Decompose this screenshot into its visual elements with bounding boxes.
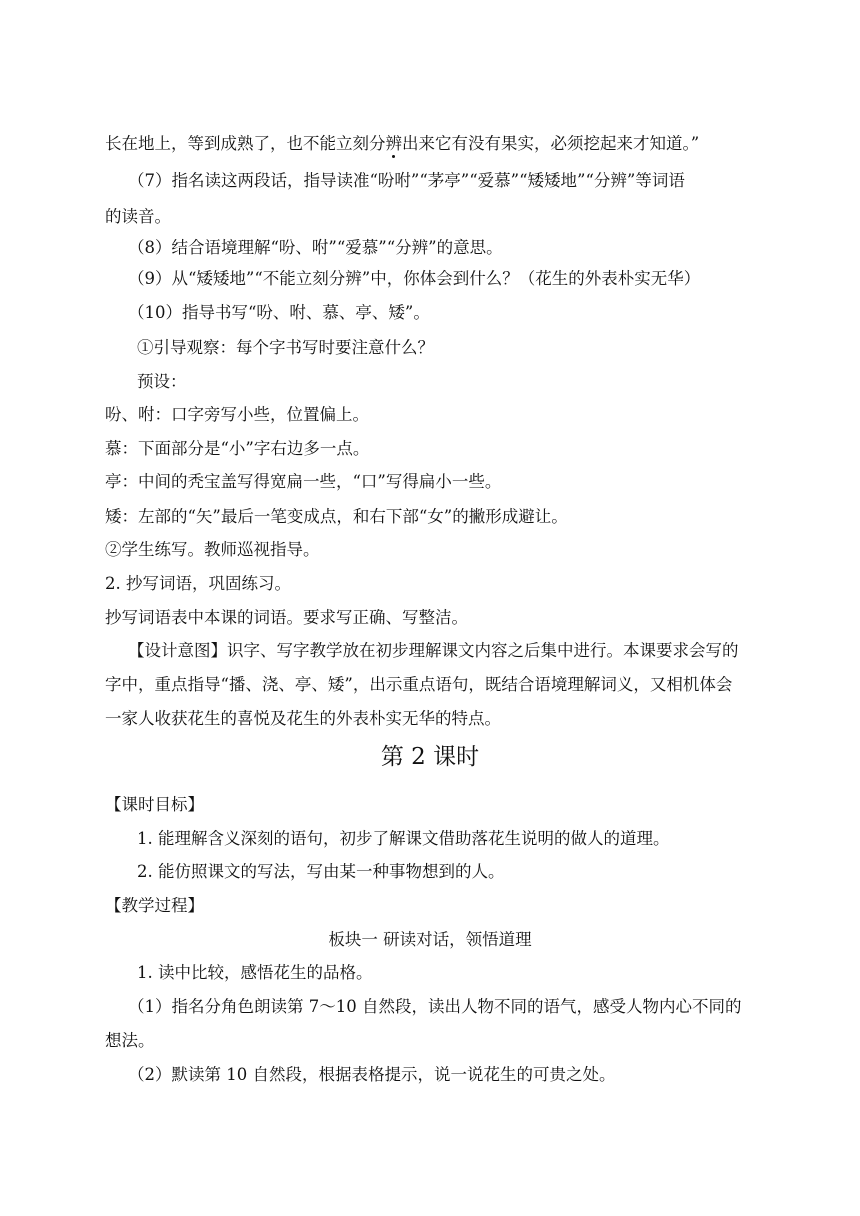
paragraph-line: 【设计意图】识字、写字教学放在初步理解课文内容之后集中进行。本课要求会写的 xyxy=(128,641,739,660)
paragraph-line: （8）结合语境理解“吩、咐”“爱慕”“分辨”的意思。 xyxy=(128,238,503,257)
emphasis-dot-char: 辨 xyxy=(385,134,402,153)
paragraph-line: （1）指名分角色朗读第 7～10 自然段，读出人物不同的语气，感受人物内心不同的 xyxy=(128,997,742,1016)
text-span: 出来它有没有果实，必须挖起来才知道。” xyxy=(402,134,700,153)
paragraph-line: 预设： xyxy=(137,372,187,391)
paragraph-line: 1. 读中比较，感悟花生的品格。 xyxy=(137,963,373,982)
paragraph-line: 2. 抄写词语，巩固练习。 xyxy=(105,574,291,593)
subsection-title: 板块一 研读对话，领悟道理 xyxy=(328,930,532,949)
paragraph-line: 慕：下面部分是“小”字右边多一点。 xyxy=(105,439,370,458)
paragraph-line: （9）从“矮矮地”“不能立刻分辨”中，你体会到什么？（花生的外表朴实无华） xyxy=(128,269,701,288)
paragraph-line: 1. 能理解含义深刻的语句，初步了解课文借助落花生说明的做人的道理。 xyxy=(137,829,670,848)
paragraph-line: 吩、咐：口字旁写小些，位置偏上。 xyxy=(105,405,369,424)
paragraph-line: 抄写词语表中本课的词语。要求写正确、写整洁。 xyxy=(105,608,468,627)
paragraph-line: 2. 能仿照课文的写法，写由某一种事物想到的人。 xyxy=(137,862,505,881)
paragraph-line: 想法。 xyxy=(105,1031,155,1050)
paragraph-line: （2）默读第 10 自然段，根据表格提示，说一说花生的可贵之处。 xyxy=(128,1065,616,1084)
paragraph-line: 矮：左部的“矢”最后一笔变成点，和右下部“女”的撇形成避让。 xyxy=(105,507,568,526)
paragraph-line: （7）指名读这两段话，指导读准“吩咐”“茅亭”“爱慕”“矮矮地”“分辨”等词语 xyxy=(128,171,685,190)
text-span: 长在地上，等到成熟了，也不能立刻分 xyxy=(105,134,386,153)
paragraph-line: 【教学过程】 xyxy=(105,896,204,915)
paragraph-line: 【课时目标】 xyxy=(105,795,204,814)
paragraph-line: ①引导观察：每个字书写时要注意什么？ xyxy=(137,338,434,357)
paragraph-line: 亭：中间的秃宝盖写得宽扁一些，“口”写得扁小一些。 xyxy=(105,472,502,491)
paragraph-line: 一家人收获花生的喜悦及花生的外表朴实无华的特点。 xyxy=(105,709,501,728)
paragraph-line: 字中，重点指导“播、浇、亭、矮”，出示重点语句，既结合语境理解词义，又相机体会 xyxy=(105,675,733,694)
paragraph-line: 的读音。 xyxy=(105,207,171,226)
paragraph-line: ②学生练写。教师巡视指导。 xyxy=(105,540,320,559)
paragraph-line: （10）指导书写“吩、咐、慕、亭、矮”。 xyxy=(128,303,430,322)
paragraph-line xyxy=(105,133,699,155)
section-heading: 第 2 课时 xyxy=(380,744,480,770)
